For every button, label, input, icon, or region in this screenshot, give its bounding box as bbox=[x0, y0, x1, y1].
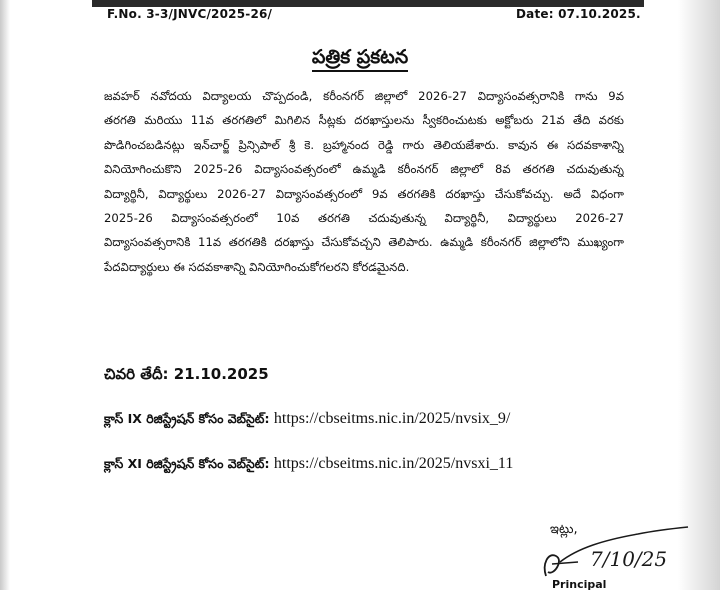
class-ix-registration bbox=[104, 410, 510, 430]
body-line-5: విద్యార్థినీ, విద్యార్థులు 2026-27 విద్యాసంవత్సరంలో 9వ తరగతికి దరఖాస్తు చేసుకోవచ్చు. అదే విధంగా bbox=[104, 186, 624, 201]
page-edge-shadow-right bbox=[678, 0, 720, 590]
class-xi-registration bbox=[104, 455, 513, 475]
class-xi-url-link[interactable]: https://cbseitms.nic.in/2025/nvsxi_11 bbox=[273, 455, 514, 472]
file-number: F.No. 3-3/JNVC/2025-26/ bbox=[107, 7, 273, 21]
body-line-4: వినియోగించుకొని 2025-26 విద్యాసంవత్సరంలో ఉమ్మడి కరీంనగర్ జిల్లాలో 8వ తరగతి చదువుతున్న bbox=[104, 162, 624, 177]
page-edge-shadow-left bbox=[0, 0, 10, 590]
last-date: చివరి తేదీ: 21.10.2025 bbox=[104, 365, 269, 383]
class-xi-label: క్లాస్ XI రిజిస్ట్రేషన్ కోసం వెబ్‌సైట్: bbox=[104, 456, 270, 471]
top-dark-band bbox=[92, 0, 644, 7]
signature-date: 7/10/25 bbox=[590, 547, 668, 571]
body-line-3: పొడిగించబడినట్లు ఇన్‌చార్జ్ ప్రిన్సిపాల్ శ్రీ కె. బ్రహ్మానంద రెడ్డి గారు తెలియజేశారు. కావున ఈ సదవకాశాన్ని bbox=[104, 137, 624, 152]
body-line-6: 2025-26 విద్యాసంవత్సరంలో 10వ తరగతి చదువుతున్న విద్యార్థినీ, విద్యార్థులు 2026-27 bbox=[104, 210, 624, 225]
press-release-body bbox=[104, 84, 624, 279]
body-line-8: పేదవిద్యార్థులు ఈ సదవకాశాన్ని వినియోగించుకోగలరని కోరడమైనది. bbox=[104, 259, 410, 274]
body-line-1: జవహర్ నవోదయ విద్యాలయ చొప్పదండి, కరీంనగర్ జిల్లాలో 2026-27 విద్యాసంవత్సరానికి గాను 9వ bbox=[104, 89, 624, 103]
body-line-7: విద్యాసంవత్సరానికి 11వ తరగతికి దరఖాస్తు చేసుకోవచ్చని తెలిపారు. ఉమ్మడి కరీంనగర్ జిల్లాలోని ముఖ్యంగా bbox=[104, 235, 624, 250]
class-ix-label: క్లాస్ IX రిజిస్ట్రేషన్ కోసం వెబ్‌సైట్: bbox=[104, 411, 270, 426]
page-title bbox=[0, 46, 720, 73]
body-line-2: తరగతి మరియు 11వ తరగతిలో మిగిలిన సీట్లకు దరఖాస్తులను స్వీకరించుటకు అక్టోబరు 21వ తేది వరకు bbox=[104, 113, 624, 128]
class-ix-url-link[interactable]: https://cbseitms.nic.in/2025/nvsix_9/ bbox=[273, 410, 511, 427]
document-date: Date: 07.10.2025. bbox=[516, 7, 641, 21]
signatory-title: Principal bbox=[552, 578, 607, 591]
closing-salutation: ఇట్లు, bbox=[550, 522, 578, 537]
press-release-heading: పత్రిక ప్రకటన bbox=[312, 46, 408, 72]
principal-signature bbox=[534, 526, 694, 584]
